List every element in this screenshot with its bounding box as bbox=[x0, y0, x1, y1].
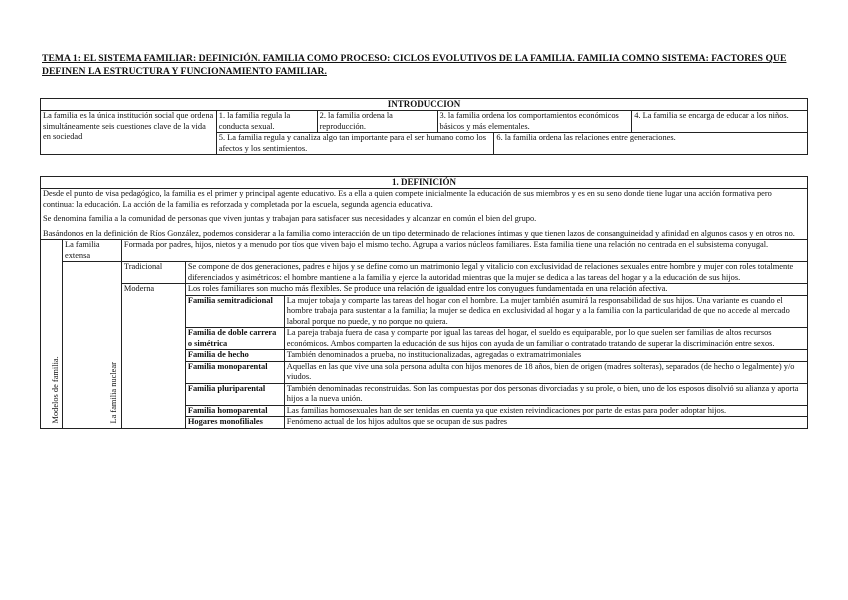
family-type-name: Familia de hecho bbox=[185, 350, 284, 362]
family-type-name: Familia semitradicional bbox=[185, 295, 284, 328]
family-type-name: Familia homoparental bbox=[185, 405, 284, 417]
family-type-name: Hogares monofiliales bbox=[185, 417, 284, 429]
intro-description: La familia es la única institución social que ordena simultáneamente seis cuestiones clave de la vida en sociedad bbox=[41, 111, 217, 155]
intro-item-3: 3. la familia ordena los comportamientos económicos básicos y más elementales. bbox=[437, 111, 632, 133]
family-type-name: Familia de doble carrera o simétrica bbox=[185, 328, 284, 350]
definition-paragraph: Se denomina familia a la comunidad de personas que viven juntas y trabajan para satisfacer sus necesidades y alcanzar en común el bien del grupo. bbox=[43, 214, 537, 223]
family-type-name: Familia pluriparental bbox=[185, 383, 284, 405]
intro-item-2: 2. la familia ordena la reproducción. bbox=[317, 111, 437, 133]
family-type-text: También denominados a prueba, no institucionalizadas, agregadas o extramatrimoniales bbox=[284, 350, 807, 362]
extensa-text: Formada por padres, hijos, nietos y a menudo por tíos que viven bajo el mismo techo. Agrupa a varios núcleos familiares. Esta familia tiene una relación no centrada en el subsistema conyugal. bbox=[121, 240, 807, 262]
intro-heading: INTRODUCCION bbox=[41, 99, 808, 111]
moderna-text: Los roles familiares son mucho más flexibles. Se produce una relación de igualdad entre los conyugues fundamentada en una relación afectiva. bbox=[185, 284, 807, 296]
intro-item-1: 1. la familia regula la conducta sexual. bbox=[216, 111, 317, 133]
family-type-text: La pareja trabaja fuera de casa y comparte por igual las tareas del hogar, el sueldo es equiparable, por lo que suelen ser familias de altos recursos económicos. Ambos comparten la educación de sus hijos con ayuda de un familiar o contratado tratando de superar la discriminación entre sexos. bbox=[284, 328, 807, 350]
models-label: Modelos de familia. bbox=[41, 240, 63, 429]
extensa-label: La familia extensa bbox=[62, 240, 121, 262]
introduction-table bbox=[40, 98, 808, 155]
tradicional-text: Se compone de dos generaciones, padres e hijos y se define como un matrimonio legal y vitalicio con exclusividad de relaciones sexuales entre hombre y mujer con roles totalmente diferenciados y asimétricos: el hombre mantiene a la familia y ejerce la autoridad mientras que la mujer se dedica a las tareas del hogar y a la educación de sus hijos. bbox=[185, 262, 807, 284]
family-type-text: La mujer tobaja y comparte las tareas del hogar con el hombre. La mujer también asumirá la responsabilidad de sus hijos. Una variante es cuando el hombre trabaja para sustentar a la familia; la mujer se dedica en exclusividad al hogar y a la familia con la particularidad de que no accede al mercado laboral porque no puede, y no porque no quiera. bbox=[284, 295, 807, 328]
definition-paragraph: Basándonos en la definición de Ríos González, podemos considerar a la familia como interacción de un tipo determinado de relaciones íntimas y que tienen lazos de consanguineidad y afinidad en algunos casos y en otros no. bbox=[43, 228, 795, 238]
family-type-text: También denominadas reconstruidas. Son las compuestas por dos personas divorciadas y su prole, o bien, uno de los esposos disolvió su alianza y aporta hijos a la nueva unión. bbox=[284, 383, 807, 405]
definition-heading: 1. DEFINICIÓN bbox=[41, 177, 808, 189]
intro-item-6: 6. la familia ordena las relaciones entre generaciones. bbox=[494, 133, 808, 155]
family-type-text: Fenómeno actual de los hijos adultos que se ocupan de sus padres bbox=[284, 417, 807, 429]
intro-item-4: 4. La familia se encarga de educar a los niños. bbox=[632, 111, 808, 133]
intro-item-5: 5. La familia regula y canaliza algo tan importante para el ser humano como los afectos y los sentimientos. bbox=[216, 133, 494, 155]
family-type-name: Familia monoparental bbox=[185, 361, 284, 383]
definition-paragraph: Desde el punto de visa pedagógico, la familia es el primer y principal agente educativo. Es a ella a quien compete inicialmente la educación de sus miembros y es en su seno donde tiene lugar una acción formativa pero continua: la educación. La acción de la familia es reforzada y completada por la escuela, segunda agencia educativa. bbox=[43, 189, 772, 209]
family-type-text: Las familias homosexuales han de ser tenidas en cuenta ya que existen reivindicaciones por parte de estas para poder adoptar hijos. bbox=[284, 405, 807, 417]
family-type-text: Aquellas en las que vive una sola persona adulta con hijos menores de 18 años, bien de origen (madres solteras), separados (de hecho o legalmente) y/o viudos. bbox=[284, 361, 807, 383]
tradicional-label: Tradicional bbox=[121, 262, 185, 284]
definition-intro bbox=[41, 189, 808, 240]
moderna-label: Moderna bbox=[121, 284, 185, 429]
page-title: TEMA 1: EL SISTEMA FAMILIAR: DEFINICIÓN. FAMILIA COMO PROCESO: CICLOS EVOLUTIVOS DE LA FAMILIA. FAMILIA COMNO SISTEMA: FACTORES QUE DEFINEN LA ESTRUCTURA Y FUNCIONAMIENTO FAMILIAR. bbox=[42, 53, 787, 77]
nuclear-label: La familia nuclear bbox=[62, 262, 121, 429]
definition-table bbox=[40, 176, 808, 429]
